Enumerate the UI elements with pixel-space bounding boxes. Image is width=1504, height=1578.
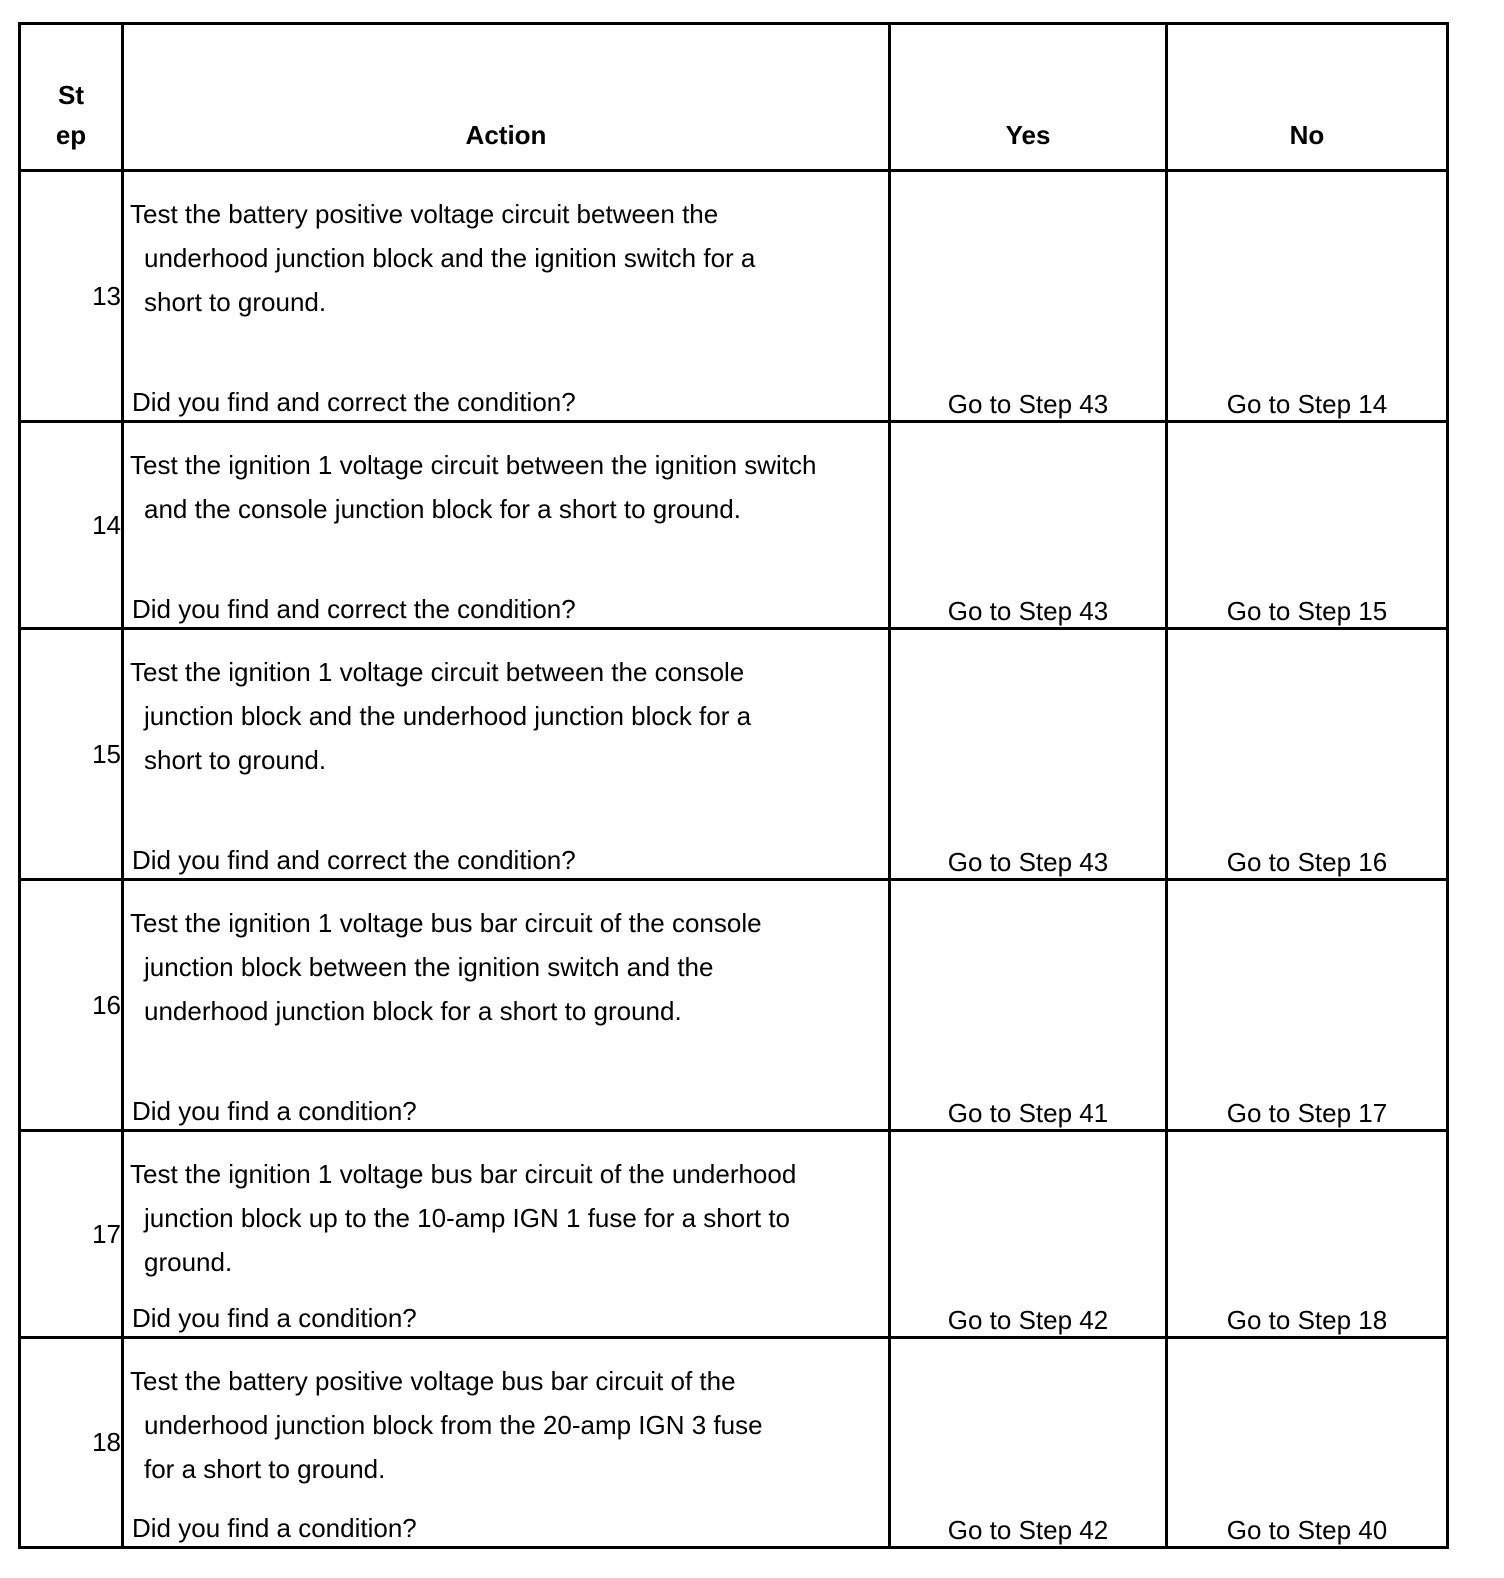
no-result: Go to Step 15 [1167, 422, 1448, 629]
step-number: 15 [20, 629, 123, 880]
action-cell [123, 1131, 890, 1338]
action-cell [123, 422, 890, 629]
table-row [20, 422, 1448, 629]
table-row [20, 1131, 1448, 1338]
action-text [124, 172, 888, 324]
header-action: Action [123, 24, 890, 171]
step-number: 18 [20, 1338, 123, 1548]
action-line: Test the battery positive voltage circuit between the [130, 199, 719, 229]
table-row [20, 629, 1448, 880]
no-result: Go to Step 40 [1167, 1338, 1448, 1548]
action-line: Test the ignition 1 voltage bus bar circuit of the console [130, 908, 762, 938]
header-step-line2: ep [55, 120, 87, 150]
action-text [124, 630, 888, 782]
header-step [20, 24, 123, 171]
action-question: Did you find a condition? [132, 1513, 417, 1543]
action-cell [123, 629, 890, 880]
table-row [20, 1338, 1448, 1548]
action-line: junction block up to the 10-amp IGN 1 fuse for a short to [144, 1203, 791, 1233]
yes-result: Go to Step 43 [890, 171, 1167, 422]
step-number: 16 [20, 880, 123, 1131]
header-step-line1: St [58, 80, 84, 110]
action-line: ground. [144, 1247, 233, 1277]
action-cell [123, 171, 890, 422]
action-line: underhood junction block and the ignition switch for a [144, 243, 756, 273]
no-result: Go to Step 17 [1167, 880, 1448, 1131]
action-line: Test the battery positive voltage bus bar circuit of the [130, 1366, 736, 1396]
table-row [20, 171, 1448, 422]
action-text [124, 1132, 888, 1284]
action-question: Did you find a condition? [132, 1096, 417, 1126]
step-number: 17 [20, 1131, 123, 1338]
action-line: underhood junction block for a short to ground. [144, 996, 682, 1026]
yes-result: Go to Step 41 [890, 880, 1167, 1131]
action-line: for a short to ground. [144, 1454, 386, 1484]
yes-result: Go to Step 43 [890, 629, 1167, 880]
yes-result: Go to Step 42 [890, 1338, 1167, 1548]
action-question: Did you find and correct the condition? [132, 387, 576, 417]
action-line: junction block between the ignition switch and the [144, 952, 714, 982]
action-cell [123, 1338, 890, 1548]
action-question: Did you find and correct the condition? [132, 845, 576, 875]
action-line: Test the ignition 1 voltage circuit between the ignition switch [130, 450, 817, 480]
action-line: short to ground. [144, 745, 327, 775]
table-row [20, 880, 1448, 1131]
table-body [20, 171, 1448, 1548]
action-text [124, 423, 888, 531]
action-line: underhood junction block from the 20-amp IGN 3 fuse [144, 1410, 763, 1440]
diagnostic-table [18, 22, 1449, 1549]
header-no: No [1167, 24, 1448, 171]
action-line: and the console junction block for a short to ground. [144, 494, 741, 524]
no-result: Go to Step 16 [1167, 629, 1448, 880]
action-text [124, 1339, 888, 1491]
action-text [124, 881, 888, 1033]
header-row [20, 24, 1448, 171]
action-cell [123, 880, 890, 1131]
yes-result: Go to Step 42 [890, 1131, 1167, 1338]
step-number: 13 [20, 171, 123, 422]
action-question: Did you find a condition? [132, 1303, 417, 1333]
header-yes: Yes [890, 24, 1167, 171]
action-line: junction block and the underhood junction block for a [144, 701, 752, 731]
action-line: short to ground. [144, 287, 327, 317]
yes-result: Go to Step 43 [890, 422, 1167, 629]
action-line: Test the ignition 1 voltage bus bar circuit of the underhood [130, 1159, 797, 1189]
no-result: Go to Step 18 [1167, 1131, 1448, 1338]
action-question: Did you find and correct the condition? [132, 594, 576, 624]
no-result: Go to Step 14 [1167, 171, 1448, 422]
action-line: Test the ignition 1 voltage circuit between the console [130, 657, 745, 687]
step-number: 14 [20, 422, 123, 629]
